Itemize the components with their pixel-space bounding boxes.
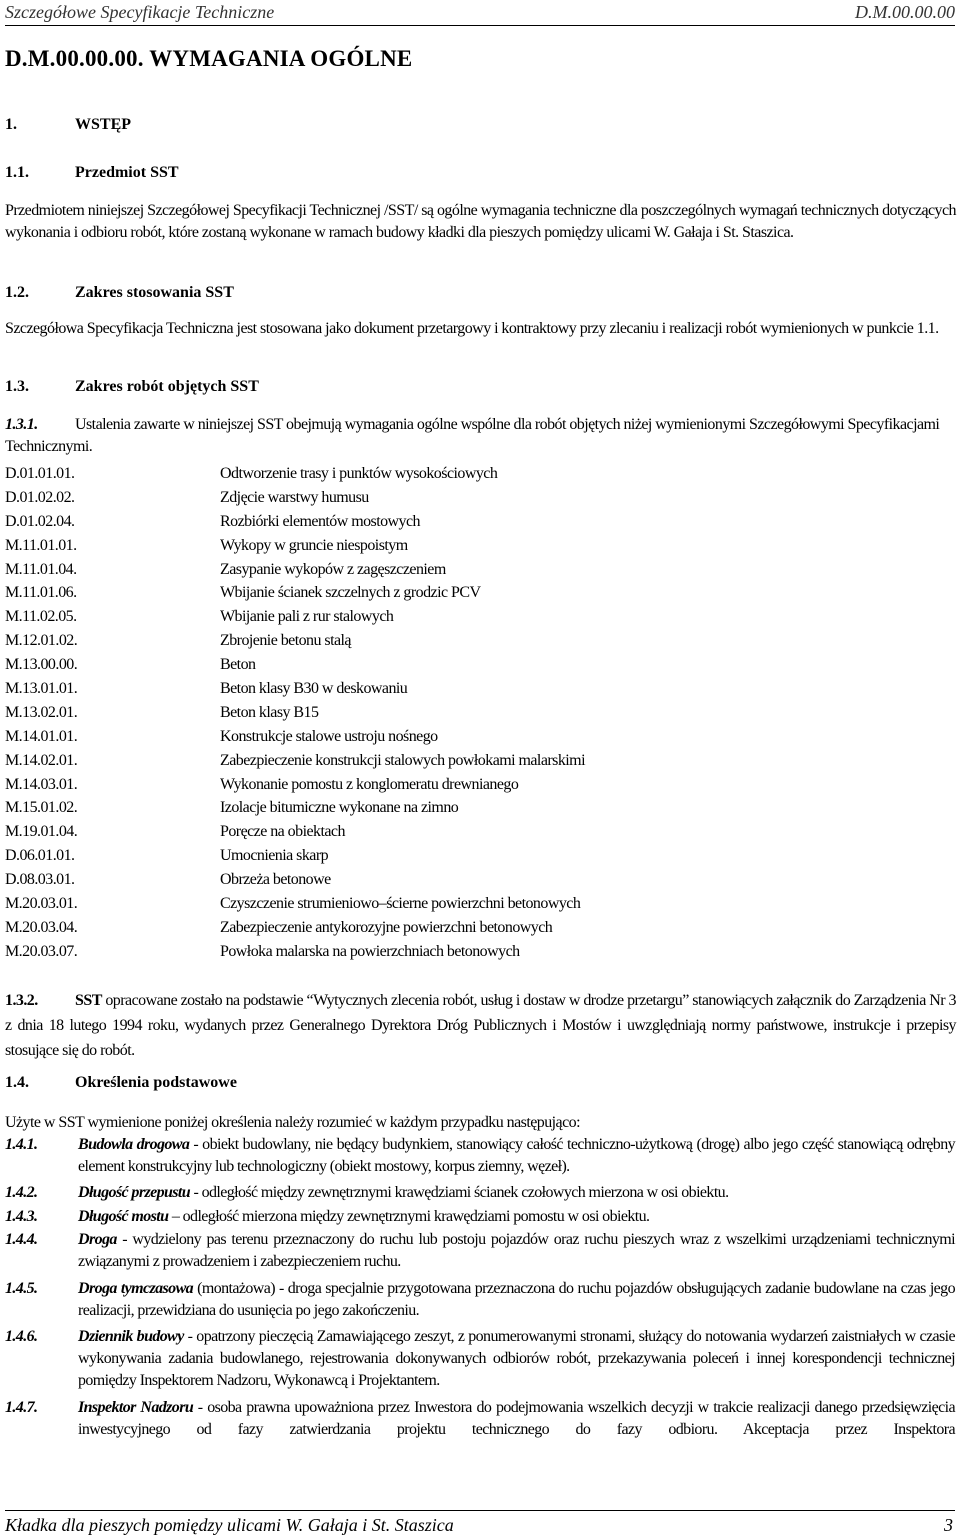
spec-name: Konstrukcje stalowe ustroju nośnego: [220, 727, 438, 745]
spec-name: Zabezpieczenie antykorozyjne powierzchni betonowych: [220, 918, 553, 936]
definition-number: 1.4.6.: [5, 1328, 38, 1345]
definition-term: Długość mostu: [78, 1208, 169, 1225]
definition-term: Dziennik budowy: [78, 1328, 184, 1345]
section-1-4-heading: [5, 1074, 237, 1092]
definition-text: - odległość między zewnętrznymi krawędziami ścianek czołowych mierzona w osi obiektu.: [190, 1184, 729, 1201]
spec-list-item: [5, 725, 585, 749]
definition-number: 1.4.1.: [5, 1136, 38, 1153]
spec-name: Zbrojenie betonu stalą: [220, 632, 351, 650]
spec-code: M.11.01.01.: [5, 536, 77, 554]
spec-list-item: [5, 940, 585, 964]
spec-list-item: [5, 916, 585, 940]
definition-item: [5, 1229, 955, 1273]
spec-code: M.13.02.01.: [5, 703, 78, 721]
document-title: D.M.00.00.00. WYMAGANIA OGÓLNE: [5, 46, 413, 71]
spec-code: M.11.01.04.: [5, 560, 77, 578]
spec-code: M.20.03.01.: [5, 895, 78, 913]
header-code: D.M.00.00.00: [855, 2, 955, 22]
paragraph-text: Ustalenia zawarte w niniejszej SST obejmują wymagania ogólne wspólne dla robót objętych niżej wymienionymi Szczegółowymi Specyfikacjami Technicznymi.: [5, 416, 940, 455]
section-number: 1.: [5, 116, 17, 133]
paragraph-number: 1.3.2.: [5, 992, 38, 1009]
section-label: Określenia podstawowe: [75, 1074, 237, 1091]
spec-list-item: [5, 510, 585, 534]
spec-list-item: [5, 701, 585, 725]
section-1-2-paragraph: Szczegółowa Specyfikacja Techniczna jest stosowana jako dokument przetargowy i kontraktowy przy zlecaniu i realizacji robót wymienionych w punkcie 1.1.: [5, 320, 939, 337]
spec-list-item: [5, 653, 585, 677]
spec-list-item: [5, 605, 585, 629]
definition-number: 1.4.4.: [5, 1231, 38, 1248]
spec-code: M.14.01.01.: [5, 727, 78, 745]
spec-list-item: [5, 629, 585, 653]
spec-list-item: [5, 773, 585, 797]
definition-item: [5, 1278, 955, 1322]
footer-title: Kładka dla pieszych pomiędzy ulicami W. Gałaja i St. Staszica: [5, 1515, 454, 1535]
section-label: Zakres stosowania SST: [75, 284, 234, 301]
spec-name: Zdjęcie warstwy humusu: [220, 488, 369, 506]
definition-number: 1.4.7.: [5, 1399, 38, 1416]
header-title: Szczegółowe Specyfikacje Techniczne: [5, 2, 275, 22]
spec-code: M.12.01.02.: [5, 632, 78, 650]
spec-name: Czyszczenie strumieniowo–ścierne powierzchni betonowych: [220, 895, 581, 913]
definition-text: - opatrzony pieczęcią Zamawiającego zeszyt, z ponumerowanymi stronami, służący do notowania wydarzeń zaistniałych w czasie wykonywania zadania budowlanego, rejestrowania dokonywanych odbiorów robót, przekazywania poleceń i innej korespondencji technicznej pomiędzy Inspektorem Nadzoru, Wykonawcą i Projektantem.: [78, 1328, 955, 1389]
definition-term: Droga tymczasowa: [78, 1280, 194, 1297]
section-number: 1.2.: [5, 284, 29, 301]
definition-term: Budowla drogowa: [78, 1136, 190, 1153]
definition-item: [5, 1397, 955, 1441]
spec-list-item: [5, 581, 585, 605]
spec-name: Zabezpieczenie konstrukcji stalowych powłokami malarskimi: [220, 751, 585, 769]
spec-list-item: [5, 534, 585, 558]
spec-list-item: [5, 462, 585, 486]
definition-text: - wydzielony pas terenu przeznaczony do ruchu lub postoju pojazdów oraz ruchu pieszych wraz z wszelkimi urządzeniami technicznymi związanymi z prowadzeniem i zabezpieczeniem ruchu.: [78, 1231, 955, 1270]
section-1-2-heading: [5, 284, 234, 302]
spec-name: Zasypanie wykopów z zagęszczeniem: [220, 560, 446, 578]
section-label: Zakres robót objętych SST: [75, 378, 259, 395]
section-1-3-heading: [5, 378, 259, 396]
spec-list-item: [5, 558, 585, 582]
definition-item: [5, 1206, 955, 1228]
spec-name: Izolacje bitumiczne wykonane na zimno: [220, 799, 459, 817]
definition-term: Długość przepustu: [78, 1184, 191, 1201]
spec-list-item: [5, 892, 585, 916]
section-label: WSTĘP: [75, 116, 132, 133]
spec-code: M.20.03.07.: [5, 942, 78, 960]
spec-name: Wbijanie pali z rur stalowych: [220, 608, 394, 626]
page-number: 3: [944, 1515, 953, 1535]
spec-name: Powłoka malarska na powierzchniach betonowych: [220, 942, 520, 960]
definition-text: - osoba prawna upoważniona przez Inwestora do podejmowania wszelkich decyzji w trakcie realizacji danego przedsięwzięcia inwestycyjnego od fazy zatwierdzania projektu technicznego do fazy odbioru. Akceptacja przez Inspektora: [78, 1399, 955, 1438]
spec-code: M.14.03.01.: [5, 775, 78, 793]
spec-name: Beton klasy B15: [220, 703, 319, 721]
paragraph-1-3-2: [5, 988, 956, 1063]
definition-term: Droga: [78, 1231, 117, 1248]
spec-list-item: [5, 486, 585, 510]
definition-item: [5, 1326, 955, 1392]
definition-text: - obiekt budowlany, nie będący budynkiem, stanowiący całość techniczno-użytkową (drogę) albo jego część stanowiącą odrębny element konstrukcyjny lub technologiczny (obiekt mostowy, korpus ziemny, węzeł).: [78, 1136, 956, 1175]
spec-code: D.01.02.02.: [5, 488, 75, 506]
definition-number: 1.4.2.: [5, 1184, 38, 1201]
spec-name: Wbijanie ścianek szczelnych z grodzic PCV: [220, 584, 481, 602]
spec-name: Rozbiórki elementów mostowych: [220, 512, 421, 530]
spec-name: Umocnienia skarp: [220, 847, 329, 865]
spec-list-item: [5, 868, 585, 892]
spec-list-item: [5, 749, 585, 773]
section-label: Przedmiot SST: [75, 164, 179, 181]
spec-list-item: [5, 677, 585, 701]
spec-name: Odtworzenie trasy i punktów wysokościowych: [220, 465, 498, 482]
spec-name: Wykonanie pomostu z konglomeratu drewnianego: [220, 775, 519, 793]
spec-list: [5, 462, 585, 964]
definition-item: [5, 1182, 955, 1204]
paragraph-number: 1.3.1.: [5, 416, 38, 433]
definition-number: 1.4.5.: [5, 1280, 38, 1297]
spec-name: Beton: [220, 656, 256, 674]
definition-text: – odległość mierzona między zewnętrznymi krawędziami pomostu w osi obiektu.: [168, 1208, 650, 1225]
spec-code: M.11.01.06.: [5, 584, 77, 602]
spec-name: Obrzeża betonowe: [220, 871, 331, 889]
section-number: 1.1.: [5, 164, 29, 181]
spec-name: Poręcze na obiektach: [220, 823, 345, 841]
spec-code: M.19.01.04.: [5, 823, 78, 841]
page-header: [5, 1, 955, 26]
spec-list-item: [5, 796, 585, 820]
sst-abbrev: SST: [75, 992, 102, 1009]
spec-code: M.13.01.01.: [5, 680, 78, 698]
spec-code: M.20.03.04.: [5, 918, 78, 936]
definition-text: (montażowa) - droga specjalnie przygotowana przeznaczona do ruchu pojazdów obsługujących zadanie budowlane na czas jego realizacji, przewidziana do usunięcia po jego zakończeniu.: [78, 1280, 955, 1319]
section-1-1-heading: [5, 164, 179, 182]
definition-term: Inspektor Nadzoru: [78, 1399, 194, 1416]
definition-number: 1.4.3.: [5, 1208, 38, 1225]
section-1-1-paragraph: Przedmiotem niniejszej Szczegółowej Specyfikacji Technicznej /SST/ są ogólne wymagania techniczne dla poszczególnych wymagań technicznych dotyczących wykonania i odbioru robót, które zostaną wykonane w ramach budowy kładki dla pieszych pomiędzy ulicami W. Gałaja i St. Staszica.: [5, 202, 956, 241]
paragraph-text: opracowane zostało na podstawie “Wytycznych zlecenia robót, usług i dostaw w drodze przetargu” stanowiących załącznik do Zarządzenia Nr 3 z dnia 18 lutego 1994 roku, wydanych przez Generalnego Dyrektora Dróg Publicznych i Mostów i uwzględniają normy państwowe, instrukcje i przepisy stosujące się do robót.: [5, 992, 956, 1059]
spec-name: Wykopy w gruncie niespoistym: [220, 536, 408, 554]
spec-list-item: [5, 820, 585, 844]
spec-name: Beton klasy B30 w deskowaniu: [220, 680, 408, 698]
spec-code: D.06.01.01.: [5, 847, 75, 865]
spec-code: D.01.01.01.: [5, 465, 75, 482]
section-1-4-intro: Użyte w SST wymienione poniżej określenia należy rozumieć w każdym przypadku następująco:: [5, 1114, 581, 1131]
spec-code: M.11.02.05.: [5, 608, 77, 626]
paragraph-1-3-1: [5, 414, 956, 458]
spec-code: M.13.00.00.: [5, 656, 78, 674]
section-1-heading: [5, 116, 131, 134]
section-number: 1.3.: [5, 378, 29, 395]
spec-code: D.08.03.01.: [5, 871, 75, 889]
page-footer: [5, 1510, 955, 1539]
spec-code: M.14.02.01.: [5, 751, 78, 769]
spec-code: D.01.02.04.: [5, 512, 75, 530]
section-number: 1.4.: [5, 1074, 29, 1091]
spec-list-item: [5, 844, 585, 868]
definition-item: [5, 1134, 955, 1178]
spec-code: M.15.01.02.: [5, 799, 78, 817]
